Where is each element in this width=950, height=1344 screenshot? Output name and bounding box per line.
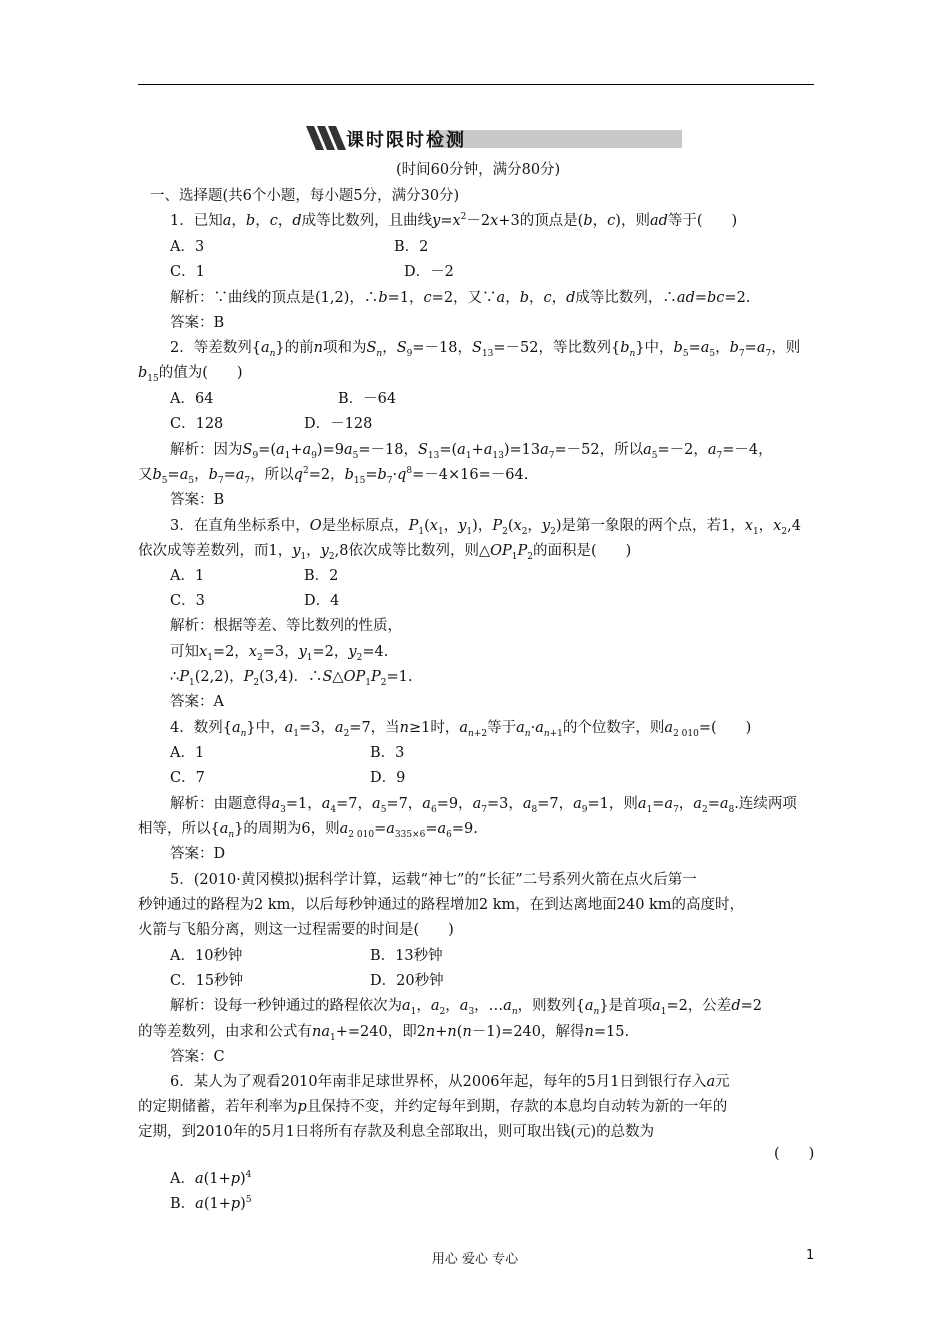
top-rule	[138, 84, 814, 85]
q4-analysis-line2: 相等，所以$\{a_n\}$的周期为6，则$a_{2 010}=a_{335\times 6}=a_6=9$.	[138, 821, 478, 840]
q6-answer-paren: ( )	[774, 1146, 815, 1162]
q1-option-c: C．1	[170, 264, 205, 280]
q6-stem-line1: 6．某人为了观看2010年南非足球世界杯，从2006年起，每年的5月1日到银行存入a元	[170, 1074, 730, 1090]
q1-option-b: B．2	[394, 239, 429, 255]
q5-analysis-line2: 的等差数列，由求和公式有$na_1+=240$，即2n+n(n－1)=240，解得n=15.	[138, 1024, 630, 1043]
q2-answer: 答案：B	[170, 492, 225, 508]
q2-option-d: D．－128	[304, 416, 373, 432]
q1-stem: 1．已知a，b，c，d成等比数列，且曲线$y=x^2-2x+3$的顶点是(b，c)，则ad等于( )	[170, 212, 738, 229]
q2-option-b: B．－64	[338, 391, 397, 407]
q6-stem-line3: 定期，到2010年的5月1日将所有存款及利息全部取出，则可取出钱(元)的总数为	[138, 1124, 655, 1140]
q2-option-c: C．128	[170, 416, 224, 432]
q3-option-a: A．1	[170, 568, 205, 584]
q5-option-c: C．15秒钟	[170, 973, 244, 989]
q2-stem-line2: $b_{15}$的值为( )	[138, 365, 243, 384]
q3-option-b: B．2	[304, 568, 339, 584]
q2-option-a: A．64	[170, 391, 214, 407]
q4-option-c: C．7	[170, 770, 205, 786]
q3-analysis-line3: $\therefore P_1(2,2)$，$P_2(3,4)$．$\therefore S\triangle OP_1P_2=1$.	[170, 669, 413, 688]
q4-analysis-line1: 解析：由题意得$a_3=1$，$a_4=7$，$a_5=7$，$a_6=9$，$a_7=3$，$a_8=7$，$a_9=1$，则$a_1=a_7$，$a_2=a_8$.连续两项	[170, 796, 797, 815]
q6-stem-line2: 的定期储蓄，若年利率为p且保持不变，并约定每年到期，存款的本息均自动转为新的一年的	[138, 1099, 728, 1115]
q3-analysis-line1: 解析：根据等差、等比数列的性质，	[170, 618, 402, 634]
q4-option-b: B．3	[370, 745, 405, 761]
q1-analysis: 解析：∵曲线的顶点是(1,2)，∴b=1，c=2，又∵a，b，c，d成等比数列，∴ad=bc=2.	[170, 290, 751, 306]
section-banner	[306, 124, 682, 152]
q1-answer: 答案：B	[170, 315, 225, 331]
q4-option-a: A．1	[170, 745, 205, 761]
q5-stem-line2: 秒钟通过的路程为2 km，以后每秒钟通过的路程增加2 km，在到达离地面240 km的高度时，	[138, 897, 745, 913]
q3-analysis-line2: 可知$x_1=2$，$x_2=3$，$y_1=2$，$y_2=4$.	[170, 644, 389, 663]
time-note: (时间60分钟，满分80分)	[396, 162, 561, 178]
q1-option-a: A．3	[170, 239, 205, 255]
q3-stem-line2: 依次成等差数列，而1，$y_1$，$y_2,8$依次成等比数列，则$\triangle OP_1P_2$的面积是( )	[138, 543, 632, 562]
q5-answer: 答案：C	[170, 1049, 225, 1065]
q4-option-d: D．9	[370, 770, 406, 786]
stripes-icon	[306, 126, 348, 150]
q3-option-d: D．4	[304, 593, 340, 609]
q3-answer: 答案：A	[170, 694, 224, 710]
q4-stem: 4．数列$\{a_n\}$中，$a_1=3$，$a_2=7$，当n≥1时，$a_{n+2}$等于$a_n\cdot a_{n+1}$的个位数字，则$a_{2 010}=$( )	[170, 720, 752, 739]
q3-option-c: C．3	[170, 593, 205, 609]
q4-answer: 答案：D	[170, 846, 226, 862]
q5-stem-line1: 5．(2010·黄冈模拟)据科学计算，运载“神七”的“长征”二号系列火箭在点火后第一	[170, 872, 697, 888]
banner-bar	[432, 130, 682, 148]
q5-option-b: B．13秒钟	[370, 948, 443, 964]
q2-analysis-line2: 又$b_5=a_5$，$b_7=a_7$，所以$q^2=2$，$b_{15}=b_7\cdot q^8=-4\times 16=-64$.	[138, 466, 529, 486]
q2-analysis-line1: 解析：因为$S_9=(a_1+a_9)=9a_5=-18$，$S_{13}=(a_1+a_{13})=13a_7=-52$，所以$a_5=-2$，$a_7=-4$，	[170, 442, 773, 461]
q3-stem-line1: 3．在直角坐标系中，O是坐标原点，$P_1(x_1$，$y_1$)，$P_2(x_2$，$y_2$)是第一象限的两个点，若1，$x_1$，$x_2,4$	[170, 518, 801, 537]
q5-analysis-line1: 解析：设每一秒钟通过的路程依次为$a_1$，$a_2$，$a_3$，$\dots a_n$，则数列$\{a_n\}$是首项$a_1=2$，公差d=2	[170, 998, 762, 1017]
q6-option-b: B．$a(1+p)^5$	[170, 1195, 252, 1212]
q2-stem-line1: 2．等差数列$\{a_n\}$的前n项和为$S_n$，$S_9=-18$，$S_{13}=-52$，等比数列$\{b_n\}$中，$b_5=a_5$，$b_7=a_7$，则	[170, 340, 801, 359]
q6-option-a: A．$a(1+p)^4$	[170, 1170, 252, 1187]
q5-option-d: D．20秒钟	[370, 973, 444, 989]
section-heading: 一、选择题(共6个小题，每小题5分，满分30分)	[150, 188, 460, 204]
footer-text: 用心 爱心 专心	[431, 1252, 519, 1267]
q5-stem-line3: 火箭与飞船分离，则这一过程需要的时间是( )	[138, 922, 454, 938]
page-number: 1	[806, 1248, 815, 1263]
q5-option-a: A．10秒钟	[170, 948, 243, 964]
q1-option-d: D．－2	[404, 264, 454, 280]
section-title: 课时限时检测	[346, 130, 466, 151]
